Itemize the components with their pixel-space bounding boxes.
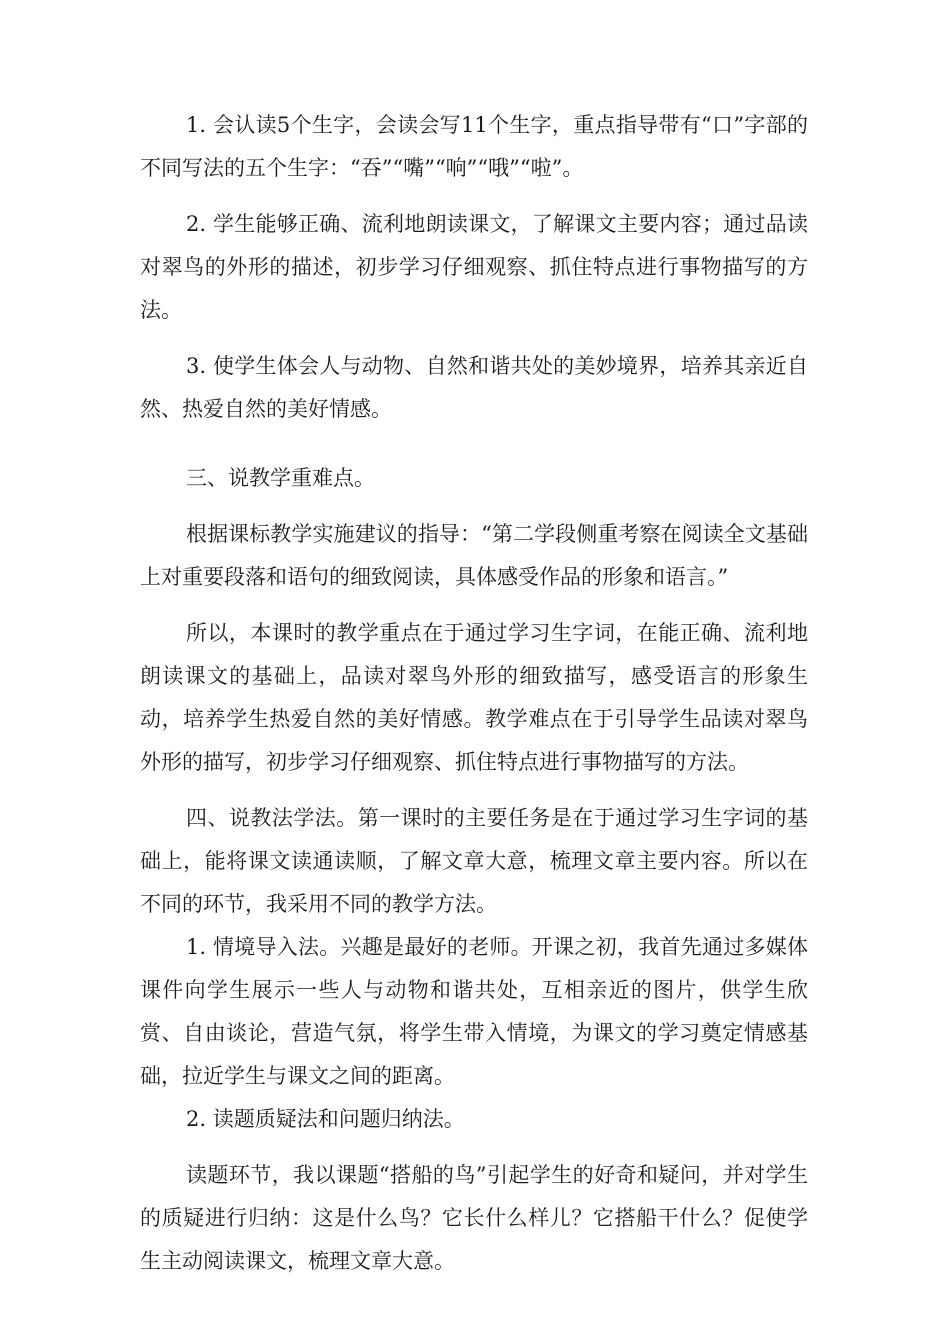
paragraph-title-reading: 读题环节，我以课题“搭船的鸟”引起学生的好奇和疑问，并对学生的质疑进行归纳：这是什么鸟？它长什么样儿？它搭船干什么？促使学生主动阅读课文，梳理文章大意。	[140, 1163, 808, 1273]
section-heading-methods: 四、说教法学法。第一课时的主要任务是在于通过学习生字词的基础上，能将课文读通读顺，了解文章大意，梳理文章主要内容。所以在不同的环节，我采用不同的教学方法。	[140, 806, 808, 916]
paragraph-method-2: 2. 读题质疑法和问题归纳法。	[186, 1107, 465, 1131]
paragraph-curriculum-guidance: 根据课标教学实施建议的指导：“第二学段侧重考察在阅读全文基础上对重要段落和语句的细致阅读，具体感受作品的形象和语言。”	[140, 522, 808, 589]
paragraph-key-and-difficult-points: 所以，本课时的教学重点在于通过学习生字词，在能正确、流利地朗读课文的基础上，品读对翠鸟外形的细致描写，感受语言的形象生动，培养学生热爱自然的美好情感。教学难点在于引导学生品读对翠鸟外形的描写，初步学习仔细观察、抓住特点进行事物描写的方法。	[140, 621, 808, 774]
paragraph-method-1: 1. 情境导入法。兴趣是最好的老师。开课之初，我首先通过多媒体课件向学生展示一些人与动物和谐共处，互相亲近的图片，供学生欣赏、自由谈论，营造气氛，将学生带入情境，为课文的学习奠定情感基础，拉近学生与课文之间的距离。	[140, 935, 808, 1088]
paragraph-objective-2: 2. 学生能够正确、流利地朗读课文，了解课文主要内容；通过品读对翠鸟的外形的描述，初步学习仔细观察、抓住特点进行事物描写的方法。	[140, 212, 808, 322]
paragraph-objective-1: 1. 会认读5个生字，会读会写11个生字，重点指导带有“口”字部的不同写法的五个生字：“吞”“嘴”“响”“哦”“啦”。	[140, 113, 808, 180]
paragraph-objective-3: 3. 使学生体会人与动物、自然和谐共处的美妙境界，培养其亲近自然、热爱自然的美好情感。	[140, 354, 808, 421]
document-page	[140, 104, 808, 1283]
section-heading-key-points: 三、说教学重难点。	[186, 466, 375, 490]
